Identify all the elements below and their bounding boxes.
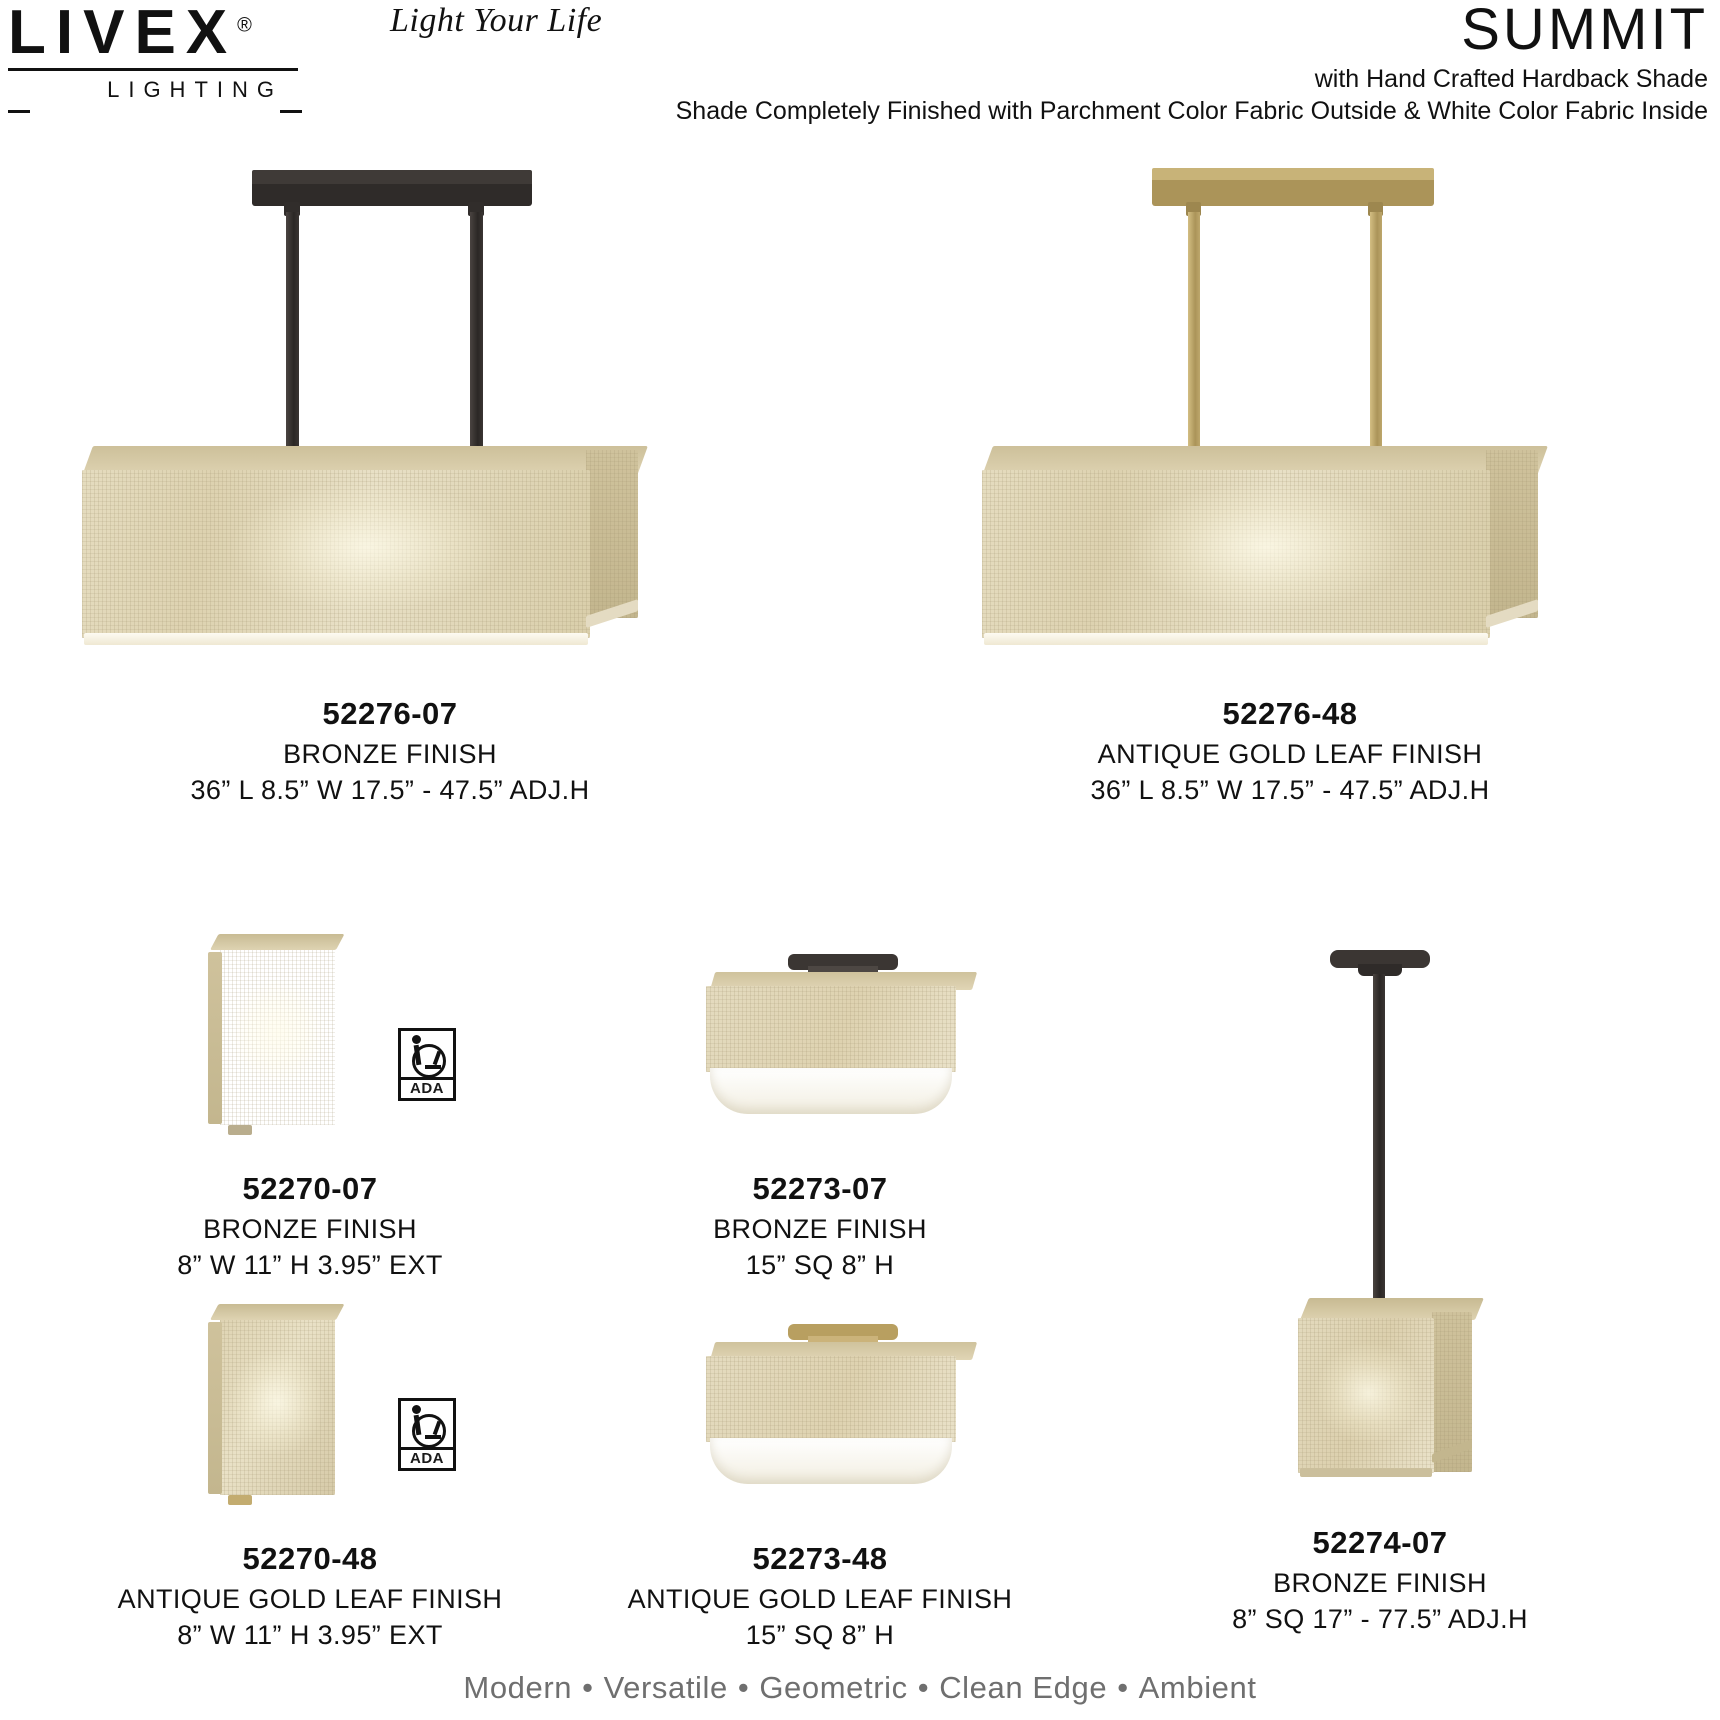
caption-52274-07: [1130, 1525, 1630, 1635]
product-52270-48: [100, 1300, 520, 1651]
logo-wordmark-text: LIVEX: [8, 0, 238, 67]
shade-front-texture: [220, 1310, 335, 1495]
ada-wheelchair-icon: [401, 1031, 453, 1077]
shade-glow: [1316, 1343, 1421, 1443]
product-sku: 52273-07: [752, 1171, 888, 1206]
product-sku: 52270-48: [242, 1541, 378, 1576]
collection-title: SUMMIT: [1461, 0, 1708, 62]
shade-front: [1298, 1318, 1434, 1473]
collection-header: [676, 0, 1708, 126]
product-finish: BRONZE FINISH: [1273, 1568, 1487, 1598]
shade-front: [706, 986, 956, 1072]
collection-subtitle-1: with Hand Crafted Hardback Shade: [1314, 64, 1708, 93]
lamp-illustration-52276-48: [940, 150, 1640, 670]
ada-label: ADA: [401, 1077, 453, 1098]
product-dimensions: 36” L 8.5” W 17.5” - 47.5” ADJ.H: [190, 775, 590, 805]
logo-left-tick: [8, 110, 30, 113]
tagline: Light Your Life: [390, 2, 603, 39]
product-52276-07: [40, 150, 740, 806]
footer-separator-icon: •: [737, 1670, 750, 1705]
product-finish: ANTIQUE GOLD LEAF FINISH: [117, 1584, 503, 1614]
wall-mount: [228, 1495, 252, 1505]
caption-52270-48: [100, 1541, 520, 1651]
registered-mark-icon: ®: [237, 14, 252, 37]
bottom-rim: [1300, 1468, 1432, 1477]
ada-badge: [398, 1398, 456, 1471]
shade-side: [208, 952, 222, 1124]
product-dimensions: 8” W 11” H 3.95” EXT: [177, 1620, 443, 1650]
product-52273-07: [610, 930, 1030, 1281]
logo-divider: [8, 68, 298, 71]
caption-52273-48: [610, 1541, 1030, 1651]
livex-logo: [8, 2, 308, 103]
shade-front: [220, 940, 335, 1125]
product-sku: 52276-48: [1222, 696, 1358, 731]
footer-item-1: Modern: [463, 1670, 573, 1705]
shade-front-texture: [1298, 1318, 1434, 1473]
product-dimensions: 8” W 11” H 3.95” EXT: [177, 1250, 443, 1280]
shade-front-texture: [706, 986, 956, 1072]
caption-52270-07: [100, 1171, 520, 1281]
ada-label: ADA: [401, 1447, 453, 1468]
product-sku: 52273-48: [752, 1541, 888, 1576]
product-dimensions: 15” SQ 8” H: [745, 1250, 895, 1280]
shade-front-texture: [982, 470, 1490, 638]
lamp-illustration-52274-07: [1130, 930, 1630, 1515]
footer-item-5: Ambient: [1138, 1670, 1257, 1705]
wall-mount: [228, 1125, 252, 1135]
footer-item-4: Clean Edge: [939, 1670, 1108, 1705]
lamp-illustration-52273-07: [610, 930, 1030, 1145]
shade-front-texture: [82, 470, 590, 638]
product-grid: [0, 140, 1720, 1650]
shade-side-texture: [1486, 450, 1538, 618]
shade-front-texture: [220, 940, 335, 1125]
footer-item-2: Versatile: [603, 1670, 728, 1705]
product-52276-48: [940, 150, 1640, 806]
shade-front-texture: [706, 1356, 956, 1442]
caption-52273-07: [610, 1171, 1030, 1281]
footer-separator-icon: •: [582, 1670, 594, 1705]
shade-side-right: [586, 450, 638, 618]
lamp-illustration-52270-48: [100, 1300, 520, 1515]
product-52274-07: [1130, 930, 1630, 1635]
shade-glow: [230, 980, 325, 1085]
shade-front: [982, 470, 1490, 638]
product-finish: ANTIQUE GOLD LEAF FINISH: [627, 1584, 1013, 1614]
shade-glow: [1132, 482, 1402, 612]
product-sku: 52274-07: [1312, 1525, 1448, 1560]
diffuser: [84, 633, 588, 645]
product-sku: 52270-07: [242, 1171, 378, 1206]
caption-52276-48: [940, 696, 1640, 806]
footer-separator-icon: •: [917, 1670, 930, 1705]
shade-glow: [230, 1350, 325, 1455]
product-sku: 52276-07: [322, 696, 458, 731]
product-finish: ANTIQUE GOLD LEAF FINISH: [1097, 739, 1483, 769]
ada-badge: [398, 1028, 456, 1101]
diffuser: [710, 1068, 952, 1114]
product-finish: BRONZE FINISH: [283, 739, 497, 769]
stem-right: [470, 212, 483, 462]
diffuser: [984, 633, 1488, 645]
shade-front: [220, 1310, 335, 1495]
lamp-illustration-52276-07: [40, 150, 740, 670]
footer-separator-icon: •: [1117, 1670, 1129, 1705]
product-finish: BRONZE FINISH: [713, 1214, 927, 1244]
collection-subtitle-2: Shade Completely Finished with Parchment Color Fabric Outside & White Color Fabric Inside: [675, 96, 1708, 125]
shade-glow: [232, 482, 502, 612]
product-52273-48: [610, 1300, 1030, 1651]
logo-right-tick: [280, 110, 302, 113]
product-52270-07: [100, 930, 520, 1281]
shade-front: [82, 470, 590, 638]
caption-52276-07: [40, 696, 740, 806]
shade-side-right: [1486, 450, 1538, 618]
stem-right: [1370, 212, 1382, 462]
footer-keywords: [0, 1670, 1720, 1706]
lamp-illustration-52270-07: [100, 930, 520, 1145]
shade-front: [706, 1356, 956, 1442]
shade-top: [210, 934, 345, 950]
product-dimensions: 8” SQ 17” - 77.5” ADJ.H: [1232, 1604, 1528, 1634]
logo-wordmark: [8, 0, 252, 67]
product-dimensions: 15” SQ 8” H: [745, 1620, 895, 1650]
product-dimensions: 36” L 8.5” W 17.5” - 47.5” ADJ.H: [1090, 775, 1490, 805]
ada-wheelchair-icon: [401, 1401, 453, 1447]
shade-side-texture: [586, 450, 638, 618]
stem-left: [286, 212, 299, 462]
product-finish: BRONZE FINISH: [203, 1214, 417, 1244]
down-rod: [1373, 974, 1385, 1314]
footer-item-3: Geometric: [759, 1670, 908, 1705]
diffuser: [710, 1438, 952, 1484]
logo-subtext: LIGHTING: [107, 77, 283, 102]
page-header: [0, 0, 1720, 140]
lamp-illustration-52273-48: [610, 1300, 1030, 1515]
stem-left: [1188, 212, 1200, 462]
shade-top: [210, 1304, 345, 1320]
shade-side: [208, 1322, 222, 1494]
